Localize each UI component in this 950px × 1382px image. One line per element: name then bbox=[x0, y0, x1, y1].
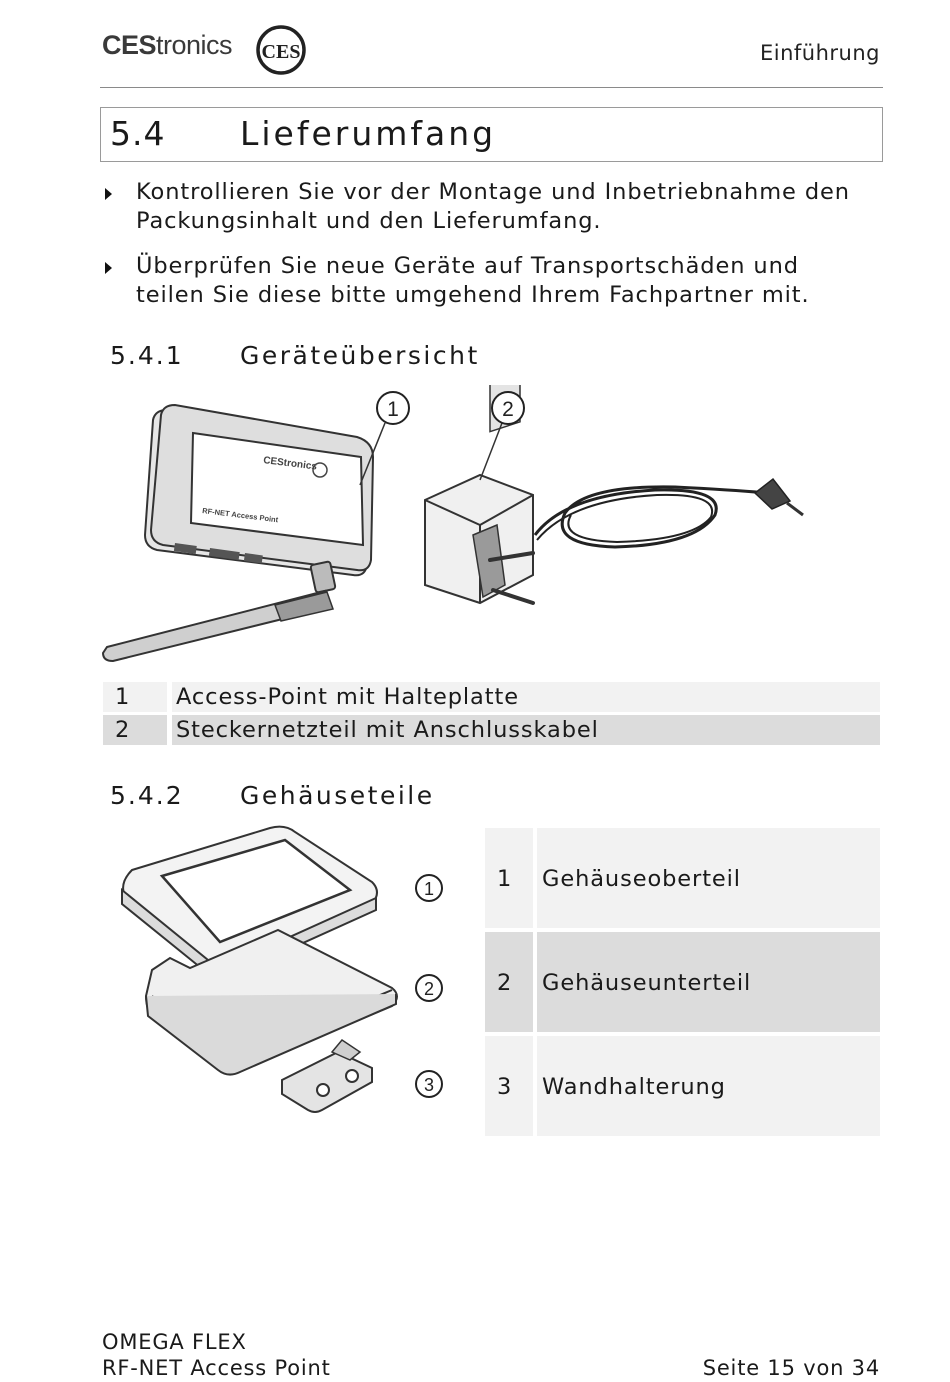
power-supply-illustration bbox=[425, 385, 803, 603]
callout-label: 2 bbox=[423, 979, 435, 999]
subsection-title: Geräteübersicht bbox=[240, 341, 480, 370]
cell-text: Gehäuseoberteil bbox=[542, 866, 741, 892]
callout-3-icon bbox=[416, 1071, 442, 1097]
bullet-line: Kontrollieren Sie vor der Montage und Inbetriebnahme den bbox=[136, 179, 850, 205]
table-cell-number bbox=[485, 828, 533, 928]
bullet-arrow-icon bbox=[105, 188, 112, 200]
cell-text: 3 bbox=[497, 1074, 513, 1100]
table-cell-number bbox=[103, 715, 167, 745]
table-cell-label bbox=[172, 715, 880, 745]
brand-bold: CES bbox=[102, 30, 157, 60]
table-row bbox=[103, 715, 880, 745]
subsection-title: Gehäuseteile bbox=[240, 781, 435, 810]
callout-label: 3 bbox=[423, 1075, 435, 1095]
cell-text: 1 bbox=[115, 684, 131, 710]
bullet-item bbox=[100, 252, 880, 312]
table-cell-label bbox=[537, 932, 880, 1032]
callout-2-icon bbox=[492, 392, 524, 424]
callout-label: 2 bbox=[502, 398, 514, 421]
table-cell-number bbox=[485, 1036, 533, 1136]
cell-text: Gehäuseunterteil bbox=[542, 970, 752, 996]
cell-text: Access-Point mit Halteplatte bbox=[176, 684, 519, 710]
table-cell-label bbox=[172, 682, 880, 712]
subsection-number: 5.4.2 bbox=[110, 781, 184, 810]
section-header: Einführung bbox=[759, 41, 880, 65]
ces-logo-icon bbox=[255, 24, 307, 76]
subsection-number: 5.4.1 bbox=[110, 341, 184, 370]
page-number: Seite 15 von 34 bbox=[702, 1356, 880, 1380]
cell-text: Steckernetzteil mit Anschlusskabel bbox=[176, 717, 599, 743]
brand-wordmark bbox=[102, 30, 232, 61]
page-title: Lieferumfang bbox=[240, 114, 497, 153]
footer-product: OMEGA FLEX bbox=[102, 1330, 247, 1354]
bullet-line: Überprüfen Sie neue Geräte auf Transportschäden und bbox=[136, 253, 799, 279]
table-cell-label bbox=[537, 1036, 880, 1136]
callout-label: 1 bbox=[423, 879, 435, 899]
callout-label: 1 bbox=[387, 398, 399, 421]
bullet-text bbox=[136, 252, 896, 310]
access-point-illustration bbox=[103, 405, 373, 661]
bullet-line: teilen Sie diese bitte umgehend Ihrem Fachpartner mit. bbox=[136, 282, 810, 308]
cell-text: Wandhalterung bbox=[542, 1074, 726, 1100]
bullet-arrow-icon bbox=[105, 262, 112, 274]
callout-2-icon bbox=[416, 975, 442, 1001]
callout-1-icon bbox=[377, 392, 409, 424]
brand-light: tronics bbox=[156, 30, 233, 60]
wall-bracket-illustration bbox=[282, 1040, 372, 1112]
callout-1-icon bbox=[416, 875, 442, 901]
cell-text: 2 bbox=[497, 970, 513, 996]
device-label-text: RF-NET Access Point bbox=[201, 506, 279, 525]
bullet-text bbox=[136, 178, 896, 236]
footer-model: RF-NET Access Point bbox=[102, 1356, 331, 1380]
table-cell-number bbox=[103, 682, 167, 712]
housing-parts-figure bbox=[110, 820, 455, 1120]
device-brand-text: CEStronics bbox=[262, 455, 318, 473]
page-title-number: 5.4 bbox=[110, 114, 166, 153]
cell-text: 1 bbox=[497, 866, 513, 892]
cell-text: 2 bbox=[115, 717, 131, 743]
logo-text: CES bbox=[261, 41, 301, 63]
table-cell-label bbox=[537, 828, 880, 928]
table-cell-number bbox=[485, 932, 533, 1032]
table-row bbox=[103, 682, 880, 712]
bullet-line: Packungsinhalt und den Lieferumfang. bbox=[136, 208, 602, 234]
bullet-item bbox=[100, 178, 880, 238]
header-divider bbox=[100, 87, 883, 88]
device-overview-figure bbox=[95, 385, 815, 670]
